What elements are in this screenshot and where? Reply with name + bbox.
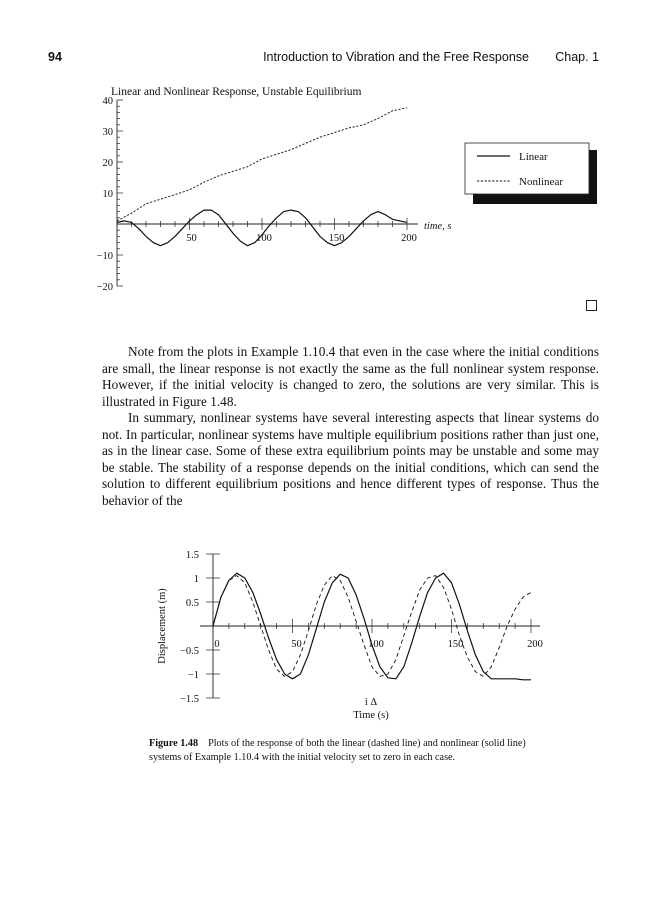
x-tick-label: 50 — [186, 233, 197, 244]
chart2-xlabel: Time (s) — [353, 710, 389, 721]
y-tick-label: 1 — [193, 574, 199, 585]
y-tick-label: 0.5 — [185, 598, 199, 609]
x-tick-label: 200 — [401, 233, 417, 244]
chart1-legend — [465, 143, 597, 204]
x-tick-label: 150 — [447, 639, 464, 650]
y-tick-label: 20 — [102, 158, 113, 169]
y-tick-label: −20 — [96, 282, 113, 293]
page-number: 94 — [48, 50, 62, 64]
x-tick-label: 200 — [527, 639, 543, 650]
y-tick-label: 1.5 — [185, 550, 199, 561]
chart1-xlabel: time, s — [424, 221, 452, 232]
paragraph: Note from the plots in Example 1.10.4 that even in the case where the initial conditions are small, the linear response is not exactly the same as the full nonlinear system response. However, if the initial velocity is changed to zero, the solutions are very similar. This is illustrated in Figure 1.48. — [102, 344, 599, 409]
body-text — [102, 344, 599, 509]
running-title: Introduction to Vibration and the Free Response — [263, 50, 529, 64]
x-tick-label: 100 — [368, 639, 384, 650]
series-nonlinear-line — [117, 108, 407, 221]
y-tick-label: −10 — [96, 251, 113, 262]
paragraph: In summary, nonlinear systems have several interesting aspects that linear systems do not. In particular, nonlinear systems have multiple equilibrium positions rather than just one, as in the linear case. Some of these extra equilibrium points may be unstable and some may be stable. The stability of a response depends on the initial conditions, which can send the solution to different equilibrium positions and hence different types of response. Thus the behavior of the — [102, 410, 599, 508]
caption-text: Plots of the response of both the linear (dashed line) and nonlinear (solid line) systems of Example 1.10.4 with the initial velocity set to zero in each case. — [149, 738, 526, 763]
y-tick-label: −0.5 — [179, 646, 199, 657]
chart2-x-annotation: i Δ — [364, 697, 378, 708]
x-tick-label: 150 — [328, 233, 345, 244]
legend-nonlinear-label: Nonlinear — [519, 176, 563, 188]
chart1-axes — [97, 96, 418, 293]
legend-linear-label: Linear — [519, 151, 548, 163]
y-tick-label: 30 — [102, 127, 113, 138]
end-of-example-box — [586, 300, 597, 311]
x-tick-label: 0 — [214, 639, 220, 650]
chart-figure-1-48 — [0, 535, 647, 725]
chart2-ylabel: Displacement (m) — [157, 588, 168, 664]
y-tick-label: −1.5 — [179, 694, 199, 705]
chart2-axes — [180, 550, 543, 705]
y-tick-label: 40 — [102, 96, 113, 107]
figure-caption — [149, 737, 559, 764]
chapter-label: Chap. 1 — [555, 50, 599, 64]
x-tick-label: 100 — [256, 233, 272, 244]
chart-unstable-equilibrium — [0, 0, 647, 320]
figure-label: Figure 1.48 — [149, 738, 199, 749]
x-tick-label: 50 — [291, 639, 302, 650]
y-tick-label: 10 — [102, 189, 113, 200]
chart1-title: Linear and Nonlinear Response, Unstable Equilibrium — [111, 86, 362, 98]
y-tick-label: −1 — [187, 670, 199, 681]
